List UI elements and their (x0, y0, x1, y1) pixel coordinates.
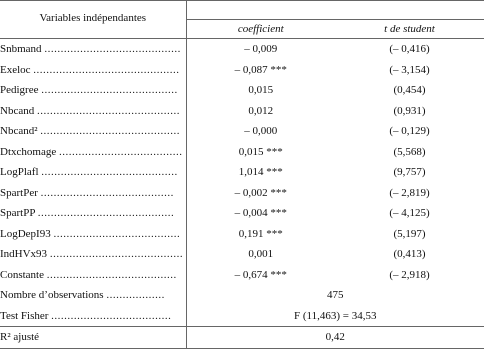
variable-label: SpartPP .......................................... (0, 203, 186, 224)
variable-label: LogDepI93 ....................................... (0, 224, 186, 245)
coefficient-value: 0,191 *** (238, 227, 283, 240)
coefficient-header: coefficient (186, 20, 335, 39)
header-blank (186, 1, 484, 20)
variable-label: Exeloc ............................................. (0, 60, 186, 81)
coefficient-value: – 0,674 *** (234, 268, 287, 281)
t-value: (– 0,129) (389, 125, 430, 138)
observations-value: 475 (327, 289, 344, 302)
stat-label: Nombre d’observations .................. (0, 285, 186, 306)
table-row (0, 39, 484, 60)
t-value: (5,197) (393, 227, 426, 240)
table-row (0, 244, 484, 265)
variables-header: Variables indépendantes (0, 1, 186, 39)
table-row (0, 101, 484, 122)
coefficient-value: 0,012 (248, 104, 274, 117)
coefficient-value: – 0,009 (244, 43, 278, 56)
adjusted-r2-label: R² ajusté (0, 327, 186, 349)
adjusted-r2-row (0, 327, 484, 349)
fisher-test-value: F (11,463) = 34,53 (294, 309, 377, 322)
variable-label: Snbmand .......................................... (0, 39, 186, 60)
adjusted-r2-value: 0,42 (186, 327, 484, 349)
stats-row (0, 306, 484, 327)
table-row (0, 162, 484, 183)
variable-label: Nbcand² ........................................... (0, 121, 186, 142)
t-value: (0,454) (393, 84, 426, 97)
table-row (0, 265, 484, 286)
table-row (0, 142, 484, 163)
t-value: (– 3,154) (389, 63, 430, 76)
t-value: (0,931) (393, 104, 426, 117)
variable-label: SpartPer ......................................... (0, 183, 186, 204)
stats-row (0, 285, 484, 306)
coefficient-value: – 0,087 *** (234, 63, 287, 76)
coefficient-value: – 0,004 *** (234, 207, 287, 220)
variable-label: Pedigree .......................................... (0, 80, 186, 101)
variable-label: LogPlafl .......................................... (0, 162, 186, 183)
variable-label: Dtxchomage ...................................... (0, 142, 186, 163)
variable-label: Constante ........................................ (0, 265, 186, 286)
coefficient-value: 0,015 (248, 84, 274, 97)
table-row (0, 183, 484, 204)
t-value: (– 2,819) (389, 186, 430, 199)
coefficient-value: 0,015 *** (238, 145, 283, 158)
coefficient-value: 1,014 *** (238, 166, 283, 179)
table-row (0, 60, 484, 81)
t-value: (– 0,416) (389, 43, 430, 56)
coefficient-value: – 0,002 *** (234, 186, 287, 199)
stat-label: Test Fisher ..................................... (0, 306, 186, 327)
t-student-header: t de student (335, 20, 484, 39)
table-row (0, 121, 484, 142)
variable-label: IndHVx93 ......................................... (0, 244, 186, 265)
table-row (0, 224, 484, 245)
variable-label: Nbcand ............................................ (0, 101, 186, 122)
t-value: (5,568) (393, 145, 426, 158)
t-value: (– 2,918) (389, 268, 430, 281)
table-row (0, 203, 484, 224)
table-row (0, 80, 484, 101)
t-value: (9,757) (393, 166, 426, 179)
coefficient-value: – 0,000 (244, 125, 278, 138)
t-value: (– 4,125) (389, 207, 430, 220)
coefficient-value: 0,001 (248, 248, 274, 261)
t-value: (0,413) (393, 248, 426, 261)
